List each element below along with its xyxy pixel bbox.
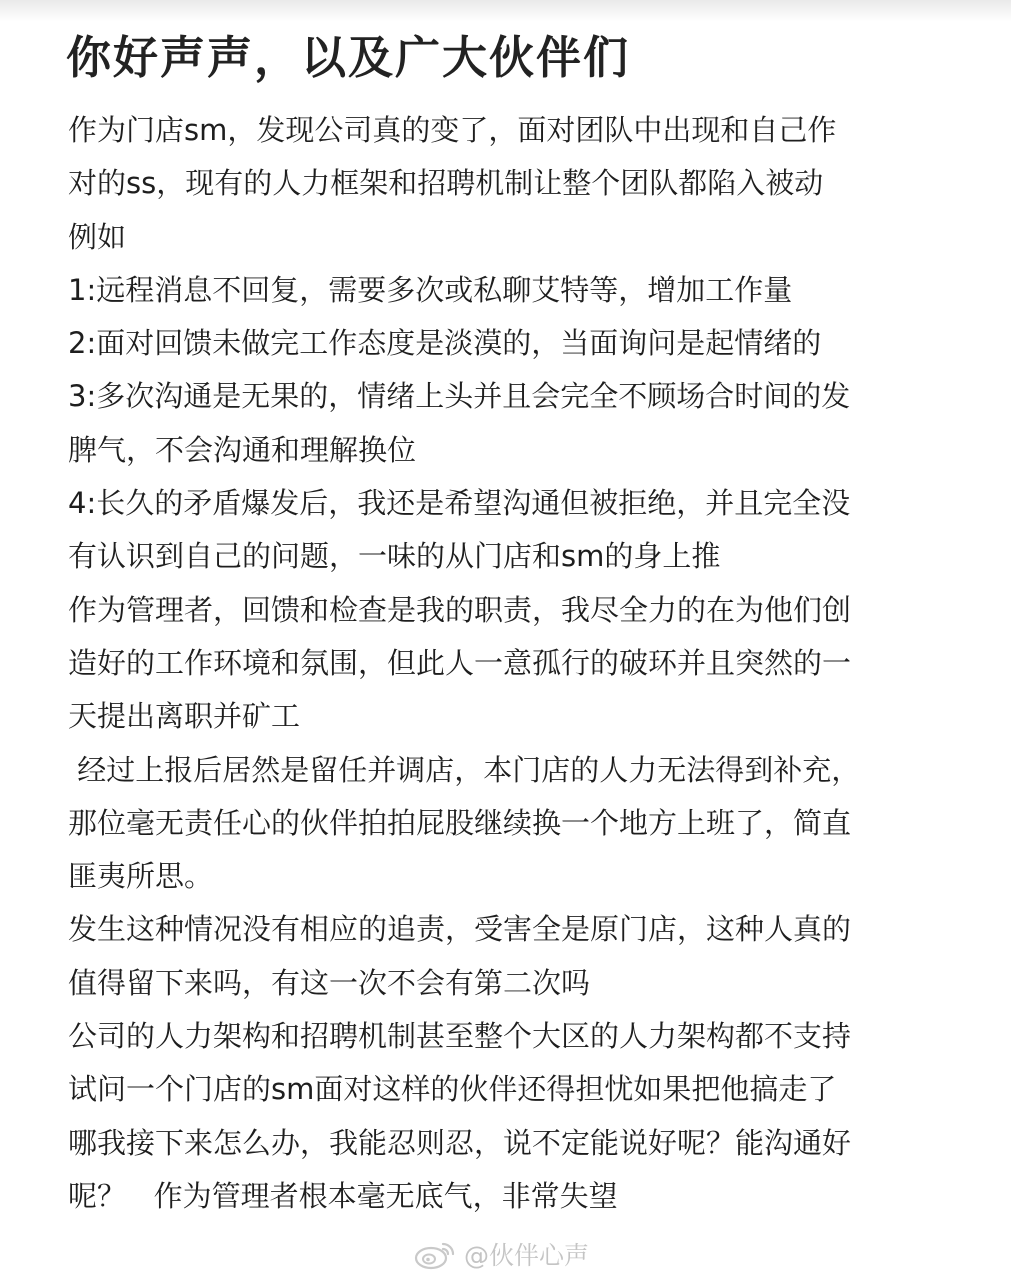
post-line: 试问一个门店的sm面对这样的伙伴还得担忧如果把他搞走了 [68,1072,837,1107]
watermark-text: @伙伴心声 [464,1241,590,1270]
post-line: 匪夷所思。 [68,859,214,894]
post-title: 你好声声，以及广大伙伴们 [66,31,631,84]
post-line: 造好的工作环境和氛围，但此人一意孤行的破环并且突然的一 [68,645,852,680]
weibo-icon [414,1238,458,1270]
post-body [68,104,948,1223]
post-line: 3:多次沟通是无果的，情绪上头并且会完全不顾场合时间的发 [68,379,851,414]
post-line: 对的ss，现有的人力框架和招聘机制让整个团队都陷入被动 [68,166,824,201]
post-line: 作为门店sm，发现公司真的变了，面对团队中出现和自己作 [68,113,837,147]
top-shadow [0,0,1011,22]
post-line: 经过上报后居然是留任并调店，本门店的人力无法得到补充， [68,752,861,787]
post-line: 1:远程消息不回复，需要多次或私聊艾特等，增加工作量 [68,272,793,307]
post-line: 2:面对回馈未做完工作态度是淡漠的，当面询问是起情绪的 [68,326,822,361]
post-line: 4:长久的矛盾爆发后，我还是希望沟通但被拒绝，并且完全没 [68,486,851,521]
post-line: 哪我接下来怎么办，我能忍则忍，说不定能说好呢？能沟通好 [68,1125,852,1160]
watermark [414,1234,589,1274]
post-line: 有认识到自己的问题，一味的从门店和sm的身上推 [68,539,721,574]
post-line: 例如 [68,219,127,254]
post-line: 公司的人力架构和招聘机制甚至整个大区的人力架构都不支持 [68,1019,852,1054]
post-line: 脾气，不会沟通和理解换位 [68,432,417,467]
post-line: 天提出离职并矿工 [68,699,301,734]
post-line: 发生这种情况没有相应的追责，受害全是原门店，这种人真的 [68,912,852,947]
post-line: 那位毫无责任心的伙伴拍拍屁股继续换一个地方上班了，简直 [68,805,852,840]
post-line: 呢？ 作为管理者根本毫无底气，非常失望 [68,1178,618,1213]
post-line: 值得留下来吗，有这一次不会有第二次吗 [68,965,591,1000]
post-line: 作为管理者，回馈和检查是我的职责，我尽全力的在为他们创 [68,592,852,627]
